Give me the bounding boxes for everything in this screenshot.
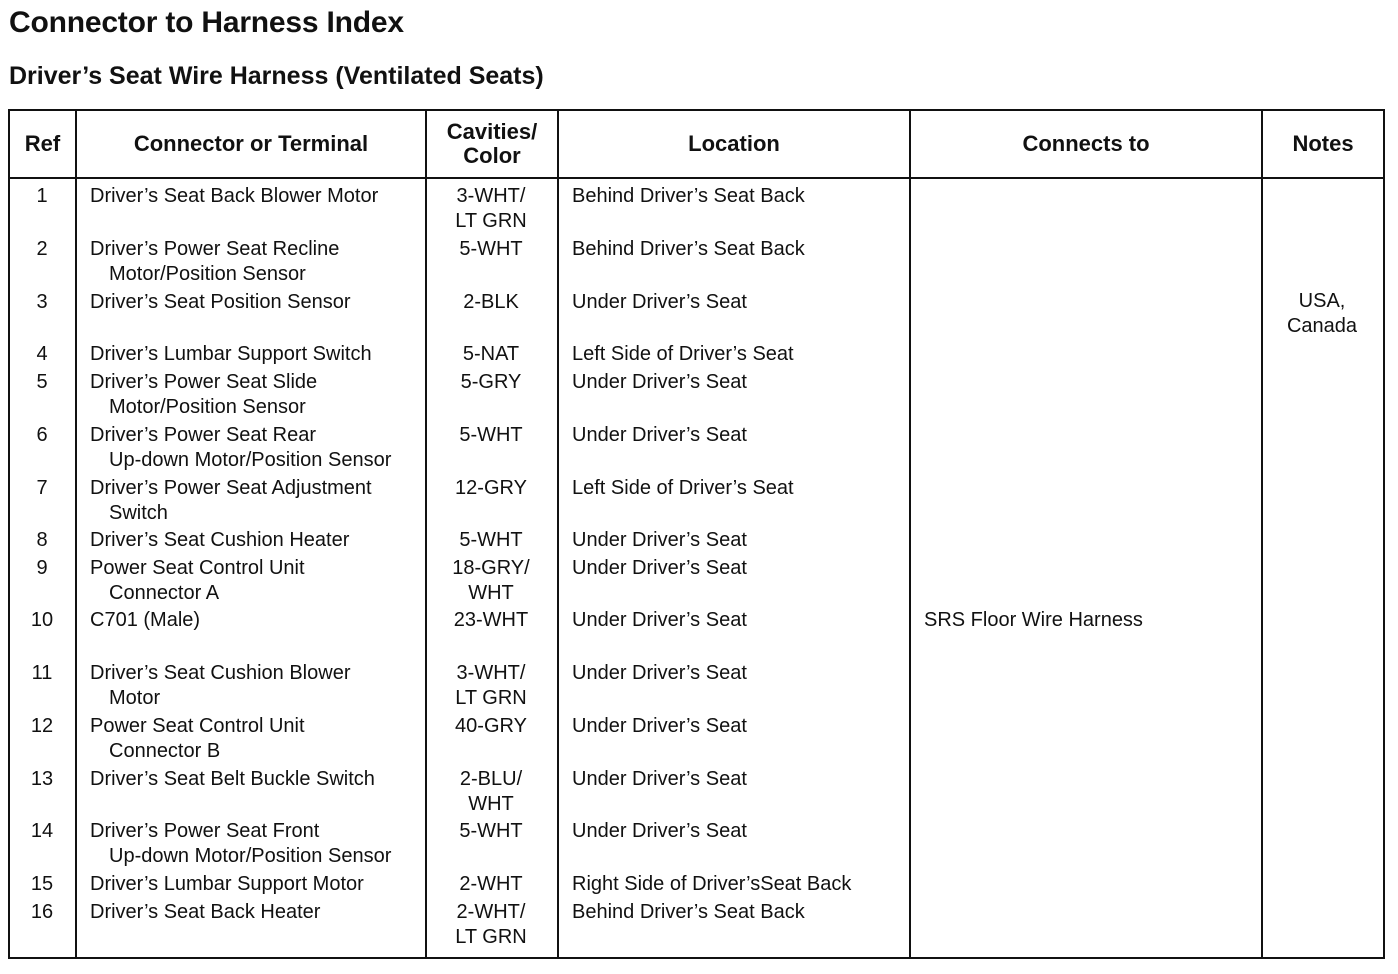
column-divider bbox=[75, 111, 77, 957]
row-connector bbox=[90, 184, 378, 209]
cavities-line: 2-BLU/ bbox=[459, 768, 523, 790]
row-ref: 7 bbox=[36, 477, 48, 499]
header-location: Location bbox=[688, 131, 780, 156]
header-connects-to: Connects to bbox=[1022, 131, 1150, 156]
cavities-line: 2-WHT/ bbox=[456, 901, 526, 923]
row-location: Under Driver’s Seat bbox=[572, 529, 747, 551]
header-connector: Connector or Terminal bbox=[133, 131, 369, 156]
row-ref: 10 bbox=[30, 609, 54, 631]
row-location: Right Side of Driver’sSeat Back bbox=[572, 873, 852, 895]
cavities-line: 12-GRY bbox=[455, 477, 527, 499]
row-connector bbox=[90, 370, 317, 420]
connector-line: Motor/Position Sensor bbox=[109, 263, 306, 285]
connector-line: Power Seat Control Unit bbox=[90, 557, 305, 579]
connector-line: Driver’s Seat Back Blower Motor bbox=[90, 185, 379, 207]
cavities-line: 5-NAT bbox=[462, 343, 520, 365]
connector-line: Driver’s Seat Back Heater bbox=[90, 901, 321, 923]
connector-line: Connector B bbox=[109, 740, 221, 762]
row-location: Under Driver’s Seat bbox=[572, 820, 747, 842]
connector-line: C701 (Male) bbox=[90, 609, 201, 631]
cavities-line: 3-WHT/ bbox=[456, 185, 526, 207]
connector-line: Switch bbox=[109, 502, 168, 524]
connector-table bbox=[8, 109, 1385, 959]
connector-line: Motor bbox=[109, 687, 161, 709]
row-connector bbox=[90, 767, 375, 792]
row-location: Under Driver’s Seat bbox=[572, 662, 747, 684]
row-connector bbox=[90, 608, 200, 633]
row-location: Under Driver’s Seat bbox=[572, 424, 747, 446]
row-connector bbox=[90, 290, 351, 315]
connector-line: Driver’s Power Seat Adjustment bbox=[90, 477, 372, 499]
column-divider bbox=[909, 111, 911, 957]
row-ref: 6 bbox=[36, 424, 48, 446]
connector-line: Power Seat Control Unit bbox=[90, 715, 305, 737]
row-cavities bbox=[427, 370, 555, 395]
row-location: Left Side of Driver’s Seat bbox=[572, 343, 794, 365]
header-notes: Notes bbox=[1292, 131, 1354, 156]
connector-line: Driver’s Power Seat Rear bbox=[90, 424, 317, 446]
row-location: Under Driver’s Seat bbox=[572, 371, 747, 393]
row-ref: 1 bbox=[36, 185, 48, 207]
row-connector bbox=[90, 819, 391, 869]
row-cavities bbox=[427, 767, 555, 817]
connector-line: Connector A bbox=[109, 582, 220, 604]
cavities-line: 5-WHT bbox=[459, 238, 523, 260]
cavities-line: WHT bbox=[468, 582, 514, 604]
header-cavities bbox=[427, 111, 557, 177]
row-ref: 16 bbox=[30, 901, 54, 923]
row-connector bbox=[90, 423, 391, 473]
header-cavities-line2: Color bbox=[463, 143, 521, 168]
connector-line: Driver’s Seat Cushion Heater bbox=[90, 529, 350, 551]
notes-cell bbox=[1263, 289, 1381, 339]
connector-line: Up-down Motor/Position Sensor bbox=[109, 449, 392, 471]
row-cavities bbox=[427, 476, 555, 501]
column-divider bbox=[1261, 111, 1263, 957]
row-cavities bbox=[427, 290, 555, 315]
cavities-line: 5-GRY bbox=[460, 371, 522, 393]
row-connector bbox=[90, 661, 350, 711]
row-cavities bbox=[427, 714, 555, 739]
row-cavities bbox=[427, 872, 555, 897]
row-cavities bbox=[427, 819, 555, 844]
row-location: Behind Driver’s Seat Back bbox=[572, 185, 805, 207]
row-connector bbox=[90, 476, 372, 526]
row-ref: 8 bbox=[36, 529, 48, 551]
row-cavities bbox=[427, 184, 555, 234]
connector-line: Motor/Position Sensor bbox=[109, 396, 306, 418]
row-connector bbox=[90, 342, 372, 367]
row-cavities bbox=[427, 556, 555, 606]
cavities-line: 3-WHT/ bbox=[456, 662, 526, 684]
row-location: Under Driver’s Seat bbox=[572, 557, 747, 579]
connects-to-cell: SRS Floor Wire Harness bbox=[924, 609, 1143, 631]
notes-line: Canada bbox=[1286, 315, 1358, 337]
row-cavities bbox=[427, 237, 555, 262]
row-ref: 4 bbox=[36, 343, 48, 365]
row-ref: 3 bbox=[36, 291, 48, 313]
connector-line: Driver’s Power Seat Recline bbox=[90, 238, 340, 260]
row-cavities bbox=[427, 661, 555, 711]
connector-line: Driver’s Lumbar Support Switch bbox=[90, 343, 372, 365]
row-ref: 14 bbox=[30, 820, 54, 842]
row-ref: 11 bbox=[31, 662, 53, 684]
row-cavities bbox=[427, 528, 555, 553]
connector-line: Driver’s Seat Cushion Blower bbox=[90, 662, 351, 684]
row-location: Behind Driver’s Seat Back bbox=[572, 901, 805, 923]
row-ref: 2 bbox=[36, 238, 48, 260]
row-ref: 15 bbox=[30, 873, 54, 895]
page-title: Connector to Harness Index bbox=[9, 6, 404, 39]
row-connector bbox=[90, 556, 305, 606]
connector-line: Driver’s Lumbar Support Motor bbox=[90, 873, 364, 895]
row-location: Left Side of Driver’s Seat bbox=[572, 477, 794, 499]
row-cavities bbox=[427, 608, 555, 633]
row-ref: 12 bbox=[30, 715, 54, 737]
row-cavities bbox=[427, 423, 555, 448]
header-ref: Ref bbox=[24, 131, 61, 156]
connector-line: Up-down Motor/Position Sensor bbox=[109, 845, 392, 867]
header-divider bbox=[10, 177, 1383, 179]
row-ref: 13 bbox=[30, 768, 54, 790]
column-divider bbox=[557, 111, 559, 957]
cavities-line: 5-WHT bbox=[459, 424, 523, 446]
row-connector bbox=[90, 714, 305, 764]
row-connector bbox=[90, 237, 339, 287]
row-cavities bbox=[427, 342, 555, 367]
connector-line: Driver’s Power Seat Front bbox=[90, 820, 320, 842]
row-connector bbox=[90, 900, 320, 925]
cavities-line: LT GRN bbox=[455, 926, 527, 948]
cavities-line: 5-WHT bbox=[459, 529, 523, 551]
row-location: Behind Driver’s Seat Back bbox=[572, 238, 805, 260]
cavities-line: 2-BLK bbox=[463, 291, 519, 313]
row-connector bbox=[90, 872, 364, 897]
header-cavities-line1: Cavities/ bbox=[446, 119, 538, 144]
notes-line: USA, bbox=[1298, 290, 1346, 312]
row-location: Under Driver’s Seat bbox=[572, 768, 747, 790]
cavities-line: LT GRN bbox=[455, 687, 527, 709]
connector-line: Driver’s Seat Belt Buckle Switch bbox=[90, 768, 375, 790]
cavities-line: 23-WHT bbox=[453, 609, 529, 631]
row-ref: 9 bbox=[36, 557, 48, 579]
cavities-line: WHT bbox=[468, 793, 514, 815]
connector-line: Driver’s Power Seat Slide bbox=[90, 371, 318, 393]
cavities-line: 5-WHT bbox=[459, 820, 523, 842]
cavities-line: 18-GRY/ bbox=[452, 557, 530, 579]
section-subtitle: Driver’s Seat Wire Harness (Ventilated Seats) bbox=[9, 62, 544, 90]
row-cavities bbox=[427, 900, 555, 950]
row-location: Under Driver’s Seat bbox=[572, 291, 747, 313]
cavities-line: 40-GRY bbox=[455, 715, 527, 737]
cavities-line: LT GRN bbox=[455, 210, 527, 232]
row-location: Under Driver’s Seat bbox=[572, 609, 747, 631]
row-connector bbox=[90, 528, 349, 553]
row-location: Under Driver’s Seat bbox=[572, 715, 747, 737]
connector-line: Driver’s Seat Position Sensor bbox=[90, 291, 351, 313]
cavities-line: 2-WHT bbox=[459, 873, 523, 895]
row-ref: 5 bbox=[36, 371, 48, 393]
